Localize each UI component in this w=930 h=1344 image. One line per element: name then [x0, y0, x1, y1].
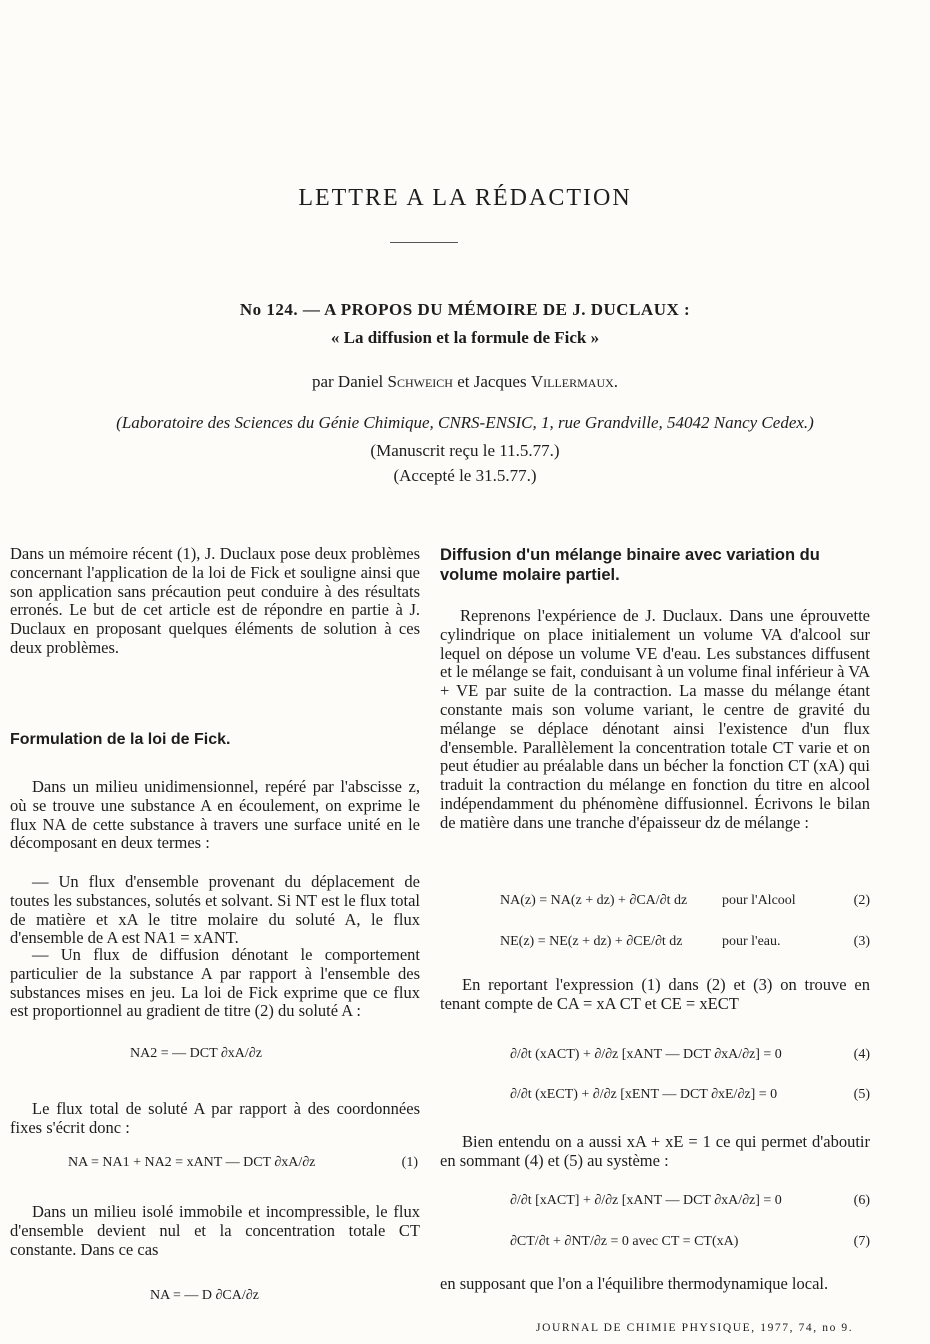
left-paragraph-5: Dans un milieu isolé immobile et incompressible, le flux d'ensemble devient nul et la concentration totale CT constante. Dans ce cas — [10, 1202, 420, 1259]
section1-title: Formulation de la loi de Fick. — [10, 731, 231, 748]
equation-1-body: NA = NA1 + NA2 = xANT — DCT ∂xA/∂z — [68, 1155, 316, 1170]
equation-3-number: (3) — [853, 934, 870, 949]
left-paragraph-3: — Un flux de diffusion dénotant le comportement particulier de la substance A par rapport à l'ensemble des substances mises en jeu. La loi de Fick exprime que ce flux est proportionnel au gradient de titre (2) du soluté A : — [10, 945, 420, 1021]
equation-3-body: NE(z) = NE(z + dz) + ∂CE/∂t dz — [500, 934, 683, 949]
equation-5-body: ∂/∂t (xECT) + ∂/∂z [xENT — DCT ∂xE/∂z] = 0 — [510, 1087, 778, 1102]
byline-mid: et Jacques — [452, 372, 531, 391]
equation-4-body: ∂/∂t (xACT) + ∂/∂z [xANT — DCT ∂xA/∂z] = 0 — [510, 1047, 782, 1062]
article-subtitle: « La diffusion et la formule de Fick » — [330, 328, 600, 347]
equation-7-number: (7) — [853, 1234, 870, 1249]
author1-surname: Schweich — [387, 372, 453, 391]
equation-7 — [510, 1234, 870, 1250]
equation-6 — [510, 1193, 870, 1209]
article-heading: No 124. — A PROPOS DU MÉMOIRE DE J. DUCLAUX : — [239, 300, 691, 319]
right-paragraph-2: En reportant l'expression (1) dans (2) et (3) on trouve en tenant compte de CA = xA CT et CE = xECT — [440, 975, 870, 1013]
right-paragraph-1: Reprenons l'expérience de J. Duclaux. Dans une éprouvette cylindrique on place initialement un volume VA d'alcool sur lequel on dépose un volume VE d'eau. Les substances diffusent et le mélange se fait, conduisant à un volume final inférieur à VA + VE par suite de la contraction. La masse du mélange étant constante mais son volume variant, le centre de gravité du mélange se déplace dénotant ainsi l'existence d'un flux d'ensemble. Parallèlement la concentration totale CT varie et on peut étudier au préalable dans un bécher la fonction CT (xA) qui traduit la contraction du mélange en fonction du titre en alcool indépendamment du phénomène diffusionnel. Écrivons le bilan de matière dans une tranche d'épaisseur dz de mélange : — [440, 606, 870, 832]
byline-prefix: par Daniel — [311, 372, 388, 391]
section2-title: Diffusion d'un mélange binaire avec variation du volume molaire partiel. — [440, 546, 820, 584]
left-paragraph-1: Dans un milieu unidimensionnel, repéré par l'abscisse z, où se trouve une substance A en écoulement, on exprime le flux NA de cette substance à travers une surface unité en le décomposant en deux termes : — [10, 777, 420, 853]
equation-na: NA = — D ∂CA/∂z — [150, 1288, 259, 1303]
accepted-date: (Accepté le 31.5.77.) — [393, 466, 537, 485]
intro-paragraph: Dans un mémoire récent (1), J. Duclaux pose deux problèmes concernant l'application de la loi de Fick et souligne ainsi que son application sans précaution peut conduire à des résultats erronés. Le but de cet article est de répondre en partie à J. Duclaux en proposant quelques éléments de solution à ces deux problèmes. — [10, 544, 420, 657]
equation-na2: NA2 = — DCT ∂xA/∂z — [130, 1046, 262, 1061]
left-paragraph-2: — Un flux d'ensemble provenant du déplacement de toutes les substances, solutés et solvant. Si NT est le flux total de matière et xA le titre molaire du soluté A, le flux d'ensemble de A est NA1 = xANT. — [10, 872, 420, 948]
equation-5-number: (5) — [853, 1087, 870, 1102]
equation-1 — [68, 1155, 418, 1171]
equation-2 — [500, 893, 870, 909]
equation-3 — [500, 934, 870, 950]
journal-footer: JOURNAL DE CHIMIE PHYSIQUE, 1977, 74, no 9. — [536, 1322, 854, 1334]
affiliation: (Laboratoire des Sciences du Génie Chimique, CNRS-ENSIC, 1, rue Grandville, 54042 Nancy Cedex.) — [116, 413, 814, 432]
author2-surname: Villermaux — [530, 372, 614, 391]
right-paragraph-4: en supposant que l'on a l'équilibre thermodynamique local. — [440, 1274, 829, 1293]
byline-suffix: . — [613, 372, 619, 391]
equation-6-number: (6) — [853, 1193, 870, 1208]
right-paragraph-3: Bien entendu on a aussi xA + xE = 1 ce qui permet d'aboutir en sommant (4) et (5) au système : — [440, 1132, 870, 1170]
equation-3-label: pour l'eau. — [722, 934, 781, 949]
equation-5 — [510, 1087, 870, 1103]
equation-2-body: NA(z) = NA(z + dz) + ∂CA/∂t dz — [500, 893, 688, 908]
equation-2-number: (2) — [853, 893, 870, 908]
equation-6-body: ∂/∂t [xACT] + ∂/∂z [xANT — DCT ∂xA/∂z] = 0 — [510, 1193, 782, 1208]
received-date: (Manuscrit reçu le 11.5.77.) — [370, 441, 560, 460]
equation-4-number: (4) — [853, 1047, 870, 1062]
title-divider — [390, 242, 458, 243]
page-title: LETTRE A LA RÉDACTION — [298, 185, 632, 211]
left-paragraph-4: Le flux total de soluté A par rapport à des coordonnées fixes s'écrit donc : — [10, 1099, 420, 1137]
equation-2-label: pour l'Alcool — [722, 893, 796, 908]
equation-1-number: (1) — [401, 1155, 418, 1170]
byline — [0, 372, 930, 392]
equation-4 — [510, 1047, 870, 1063]
equation-7-body: ∂CT/∂t + ∂NT/∂z = 0 avec CT = CT(xA) — [510, 1234, 739, 1249]
